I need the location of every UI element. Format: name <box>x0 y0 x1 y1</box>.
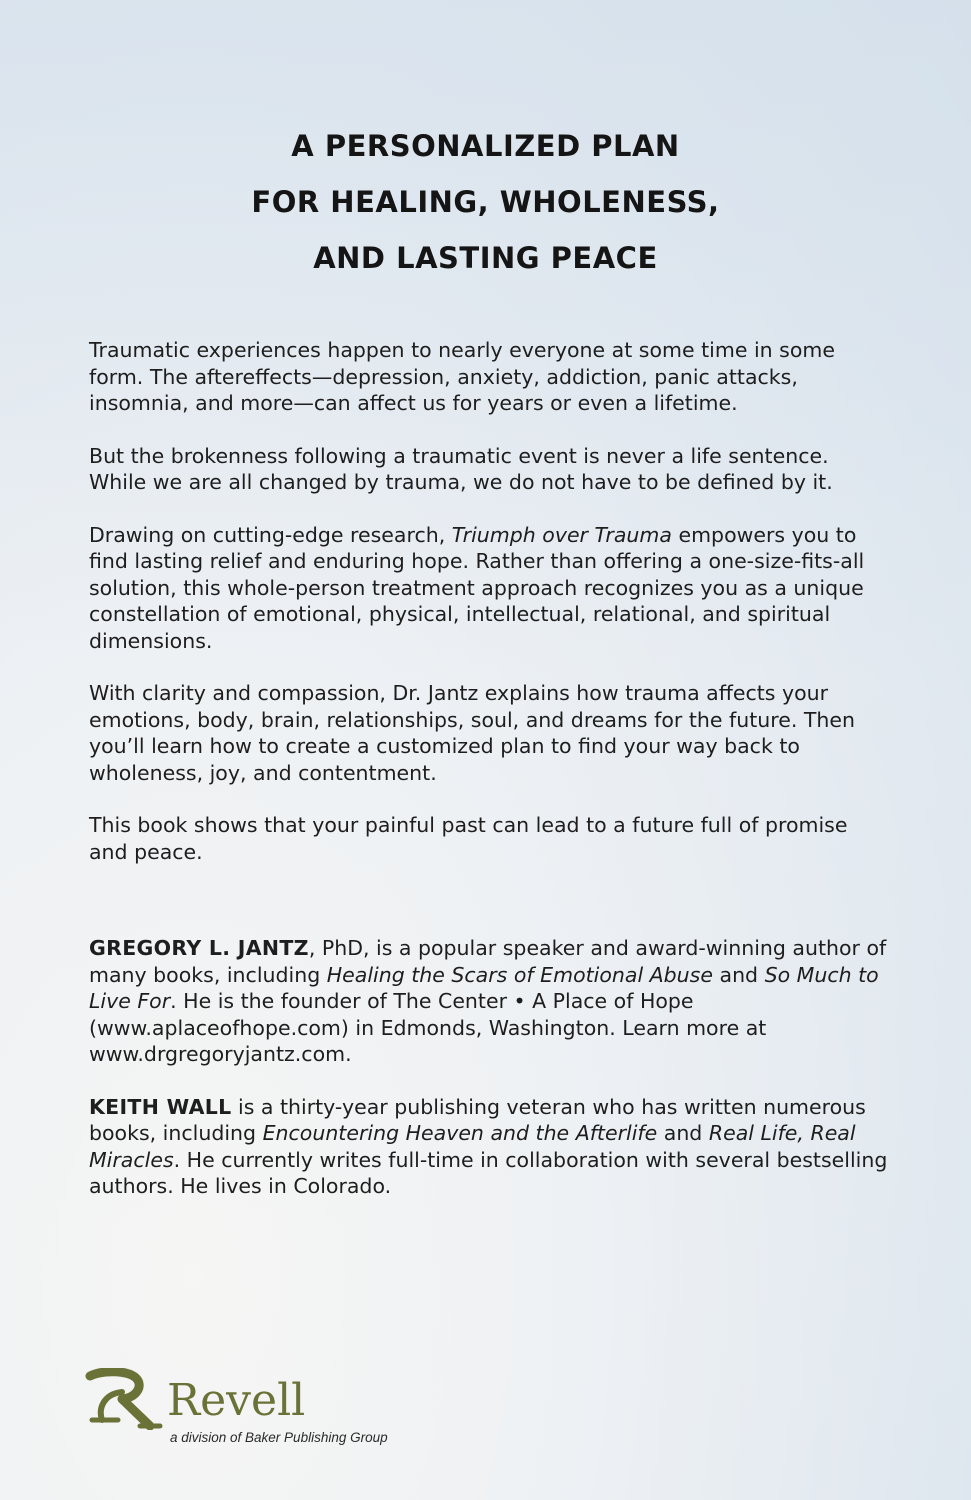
publisher-division: a division of Baker Publishing Group <box>170 1430 388 1445</box>
paragraph-3-rest: empowers you to find lasting relief and enduring hope. Rather than offering a one-size-fits-all solution, this whole-person treatment approach recognizes you as a unique constellation of emotional, physical, intellectual, relational, and spiritual dimensions. <box>89 522 865 653</box>
author-bio-jantz <box>89 935 889 1068</box>
author-name-wall: KEITH WALL <box>89 1094 232 1119</box>
paragraph-1: Traumatic experiences happen to nearly everyone at some time in some form. The aftereffects—depression, anxiety, addiction, panic attacks, insomnia, and more—can affect us for years or even a lifetime. <box>89 338 835 415</box>
author-book-3: Encountering Heaven and the Afterlife <box>262 1121 658 1145</box>
headline-line-2: FOR HEALING, WHOLENESS, <box>251 185 720 219</box>
paragraph-3-intro: Drawing on cutting-edge research, <box>89 522 452 547</box>
paragraph-2: But the brokenness following a traumatic event is never a life sentence. While we are all changed by trauma, we do not have to be defined by it. <box>89 443 833 494</box>
headline-line-1: A PERSONALIZED PLAN <box>291 129 680 163</box>
author-bio-jantz-text-1: , PhD, is a popular speaker and award-winning author of many books, including <box>89 936 887 987</box>
author-bio-wall-text-3: . He currently writes full-time in collaboration with several bestselling authors. He lives in Colorado. <box>89 1147 888 1198</box>
publisher-name: Revell <box>167 1375 306 1426</box>
description-body <box>89 337 889 1226</box>
author-bio-jantz-text-2: and <box>712 962 765 987</box>
paragraph-3 <box>89 522 889 655</box>
author-bio-wall-text-1: is a thirty-year publishing veteran who has written numerous books, including <box>89 1094 866 1145</box>
paragraph-4: With clarity and compassion, Dr. Jantz explains how trauma affects your emotions, body, brain, relationships, soul, and dreams for the future. Then you’ll learn how to create a customized plan to find your way back to wholeness, joy, and contentment. <box>89 681 855 785</box>
author-bio-jantz-text-3: . He is the founder of The Center • A Place of Hope (www.aplaceofhope.com) in Edmonds, Washington. Learn more at www.drgregoryjantz.com. <box>89 989 767 1066</box>
publisher-logo-block <box>84 1368 424 1458</box>
headline <box>0 118 971 286</box>
author-book-2: So Much to Live For <box>89 962 879 1013</box>
revell-r-logo-icon <box>84 1368 168 1430</box>
author-book-4: Real Life, Real Miracles <box>89 1121 856 1172</box>
author-book-1: Healing the Scars of Emotional Abuse <box>326 962 713 987</box>
headline-line-3: AND LASTING PEACE <box>313 241 658 275</box>
paragraph-5: This book shows that your painful past can lead to a future full of promise and peace. <box>89 813 848 864</box>
author-bio-wall-text-2: and <box>657 1121 709 1145</box>
author-name-jantz: GREGORY L. JANTZ <box>89 936 309 960</box>
book-title: Triumph over Trauma <box>451 522 672 547</box>
author-bio-wall <box>89 1094 889 1200</box>
